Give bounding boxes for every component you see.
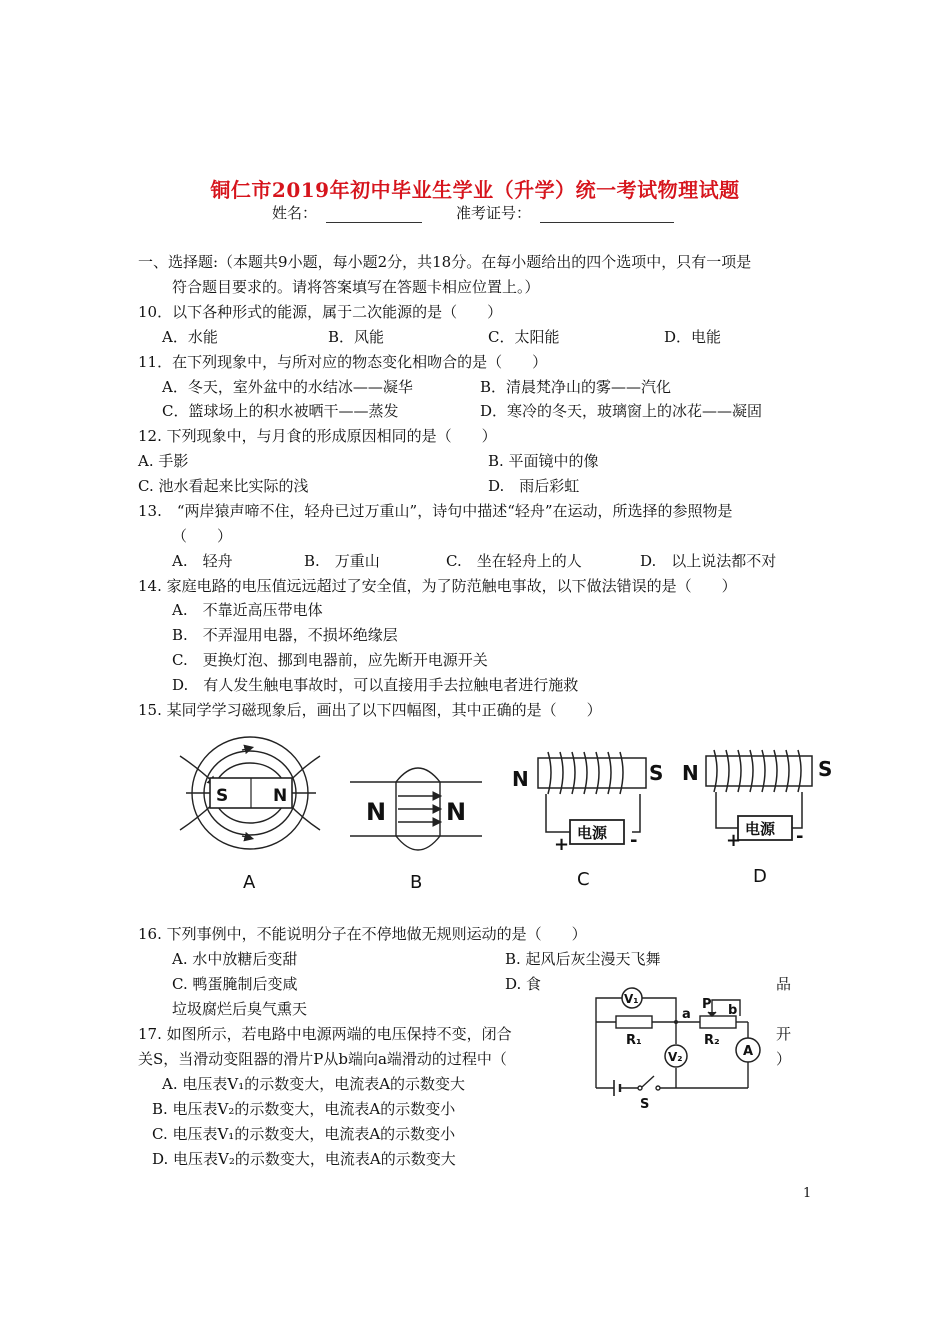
figure-b-label: B — [410, 872, 423, 893]
name-blank[interactable] — [326, 206, 422, 223]
q13-option-d: D. 以上说法都不对 — [640, 552, 777, 570]
q16-option-d-part2: 品 — [776, 975, 792, 993]
section-intro-line2: 符合题目要求的。请将答案填写在答题卡相应位置上。） — [172, 278, 540, 296]
q16-stem: 16. 下列事例中，不能说明分子在不停地做无规则运动的是（ ） — [138, 925, 587, 943]
q11-option-d: D．寒冷的冬天，玻璃窗上的冰花——凝固 — [480, 402, 763, 420]
q17-stem-part1: 17. 如图所示，若电路中电源两端的电压保持不变，闭合 — [138, 1025, 512, 1043]
q14-option-a: A. 不靠近高压带电体 — [172, 601, 323, 619]
figure-d-plus: + — [726, 830, 742, 851]
circuit-end-a-label: a — [682, 1007, 691, 1022]
circuit-slider-p-label: P — [702, 997, 712, 1012]
exam-number-blank[interactable] — [540, 206, 674, 223]
q16-option-d-part1: D. 食 — [505, 975, 542, 993]
q14-option-b: B. 不弄湿用电器，不损坏绝缘层 — [172, 626, 398, 644]
q11-stem: 11．在下列现象中，与所对应的物态变化相吻合的是（ ） — [138, 353, 548, 371]
circuit-switch-label: S — [640, 1097, 650, 1110]
q12-option-d: D. 雨后彩虹 — [488, 477, 580, 495]
q10-option-b: B．风能 — [328, 328, 385, 346]
q11-option-c: C．篮球场上的积水被晒干——蒸发 — [162, 402, 399, 420]
q17-option-b: B. 电压表V₂的示数变大，电流表A的示数变小 — [152, 1100, 456, 1118]
circuit-ammeter-label: A — [743, 1044, 754, 1059]
circuit-diagram — [588, 978, 772, 1110]
q16-option-c: C. 鸭蛋腌制后变咸 — [172, 975, 298, 993]
q12-option-b: B. 平面镜中的像 — [488, 452, 599, 470]
q13-stem: 13. “两岸猿声啼不住，轻舟已过万重山”，诗句中描述“轻舟”在运动，所选择的参照物是 — [138, 502, 733, 520]
figure-d-minus: - — [796, 826, 804, 847]
q13-option-b: B. 万重山 — [304, 552, 380, 570]
figure-c-plus: + — [554, 834, 570, 855]
circuit-end-b-label: b — [728, 1003, 738, 1018]
figure-c-s-pole: S — [649, 761, 664, 785]
figure-c-power-source: 电源 — [577, 824, 608, 842]
q10-option-d: D．电能 — [664, 328, 722, 346]
q12-option-a: A. 手影 — [138, 452, 189, 470]
figure-d-power-source: 电源 — [745, 820, 776, 838]
q16-option-a: A. 水中放糖后变甜 — [172, 950, 298, 968]
q11-option-a: A．冬天，室外盆中的水结冰——凝华 — [162, 378, 413, 396]
q13-answer-paren: （ ） — [172, 527, 233, 545]
q17-option-c: C. 电压表V₁的示数变大，电流表A的示数变小 — [152, 1125, 456, 1143]
q14-option-d: D. 有人发生触电事故时，可以直接用手去拉触电者进行施救 — [172, 676, 579, 694]
page-number: 1 — [803, 1186, 812, 1201]
figure-c-n-pole: N — [512, 767, 529, 791]
q10-option-c: C．太阳能 — [488, 328, 560, 346]
q17-stem-part4: ） — [776, 1050, 792, 1068]
exam-title: 铜仁市2019年初中毕业生学业（升学）统一考试物理试题 — [210, 178, 740, 202]
figure-c-label: C — [577, 869, 590, 890]
q17-stem-part3: 关S，当滑动变阻器的滑片P从b端向a端滑动的过程中（ — [138, 1050, 507, 1068]
q12-stem: 12. 下列现象中，与月食的形成原因相同的是（ ） — [138, 427, 497, 445]
q17-stem-part2: 开 — [776, 1025, 792, 1043]
q11-option-b: B．清晨梵净山的雾——汽化 — [480, 378, 672, 396]
q10-stem: 10．以下各种形式的能源，属于二次能源的是（ ） — [138, 303, 503, 321]
q12-option-c: C. 池水看起来比实际的浅 — [138, 477, 309, 495]
figure-a-s-pole: S — [216, 786, 229, 806]
q16-option-b: B. 起风后灰尘漫天飞舞 — [505, 950, 661, 968]
figure-d-s-pole: S — [818, 757, 833, 781]
q10-option-a: A．水能 — [162, 328, 218, 346]
section-intro-line1: 一、选择题:（本题共9小题，每小题2分，共18分。在每小题给出的四个选项中，只有一项是 — [138, 253, 752, 271]
circuit-r2-label: R₂ — [704, 1033, 720, 1048]
figure-b-right-n-pole: N — [446, 798, 467, 826]
exam-number-label: 准考证号： — [456, 204, 532, 222]
q14-option-c: C. 更换灯泡、挪到电器前，应先断开电源开关 — [172, 651, 488, 669]
circuit-v2-label: V₂ — [668, 1050, 683, 1064]
q13-option-c: C. 坐在轻舟上的人 — [446, 552, 582, 570]
circuit-v1-label: V₁ — [624, 992, 639, 1006]
figure-a-label: A — [243, 872, 256, 893]
name-label: 姓名： — [272, 204, 318, 222]
q14-stem: 14. 家庭电路的电压值远远超过了安全值，为了防范触电事故，以下做法错误的是（ ） — [138, 577, 737, 595]
q16-option-d-part3: 垃圾腐烂后臭气熏天 — [172, 1000, 308, 1018]
magnet-figures — [170, 728, 850, 898]
figure-d-label: D — [753, 866, 767, 887]
figure-a-n-pole: N — [273, 786, 288, 806]
figure-b-left-n-pole: N — [366, 798, 387, 826]
q17-option-d: D. 电压表V₂的示数变大，电流表A的示数变大 — [152, 1150, 456, 1168]
q17-option-a: A. 电压表V₁的示数变大，电流表A的示数变大 — [162, 1075, 466, 1093]
q15-stem: 15. 某同学学习磁现象后，画出了以下四幅图，其中正确的是（ ） — [138, 701, 602, 719]
figure-a-bar-magnet — [180, 737, 320, 849]
junction-dot — [674, 1020, 678, 1024]
q13-option-a: A. 轻舟 — [172, 552, 233, 570]
circuit-r1-label: R₁ — [626, 1033, 642, 1048]
figure-d-n-pole: N — [682, 761, 699, 785]
figure-c-minus: - — [630, 830, 638, 851]
